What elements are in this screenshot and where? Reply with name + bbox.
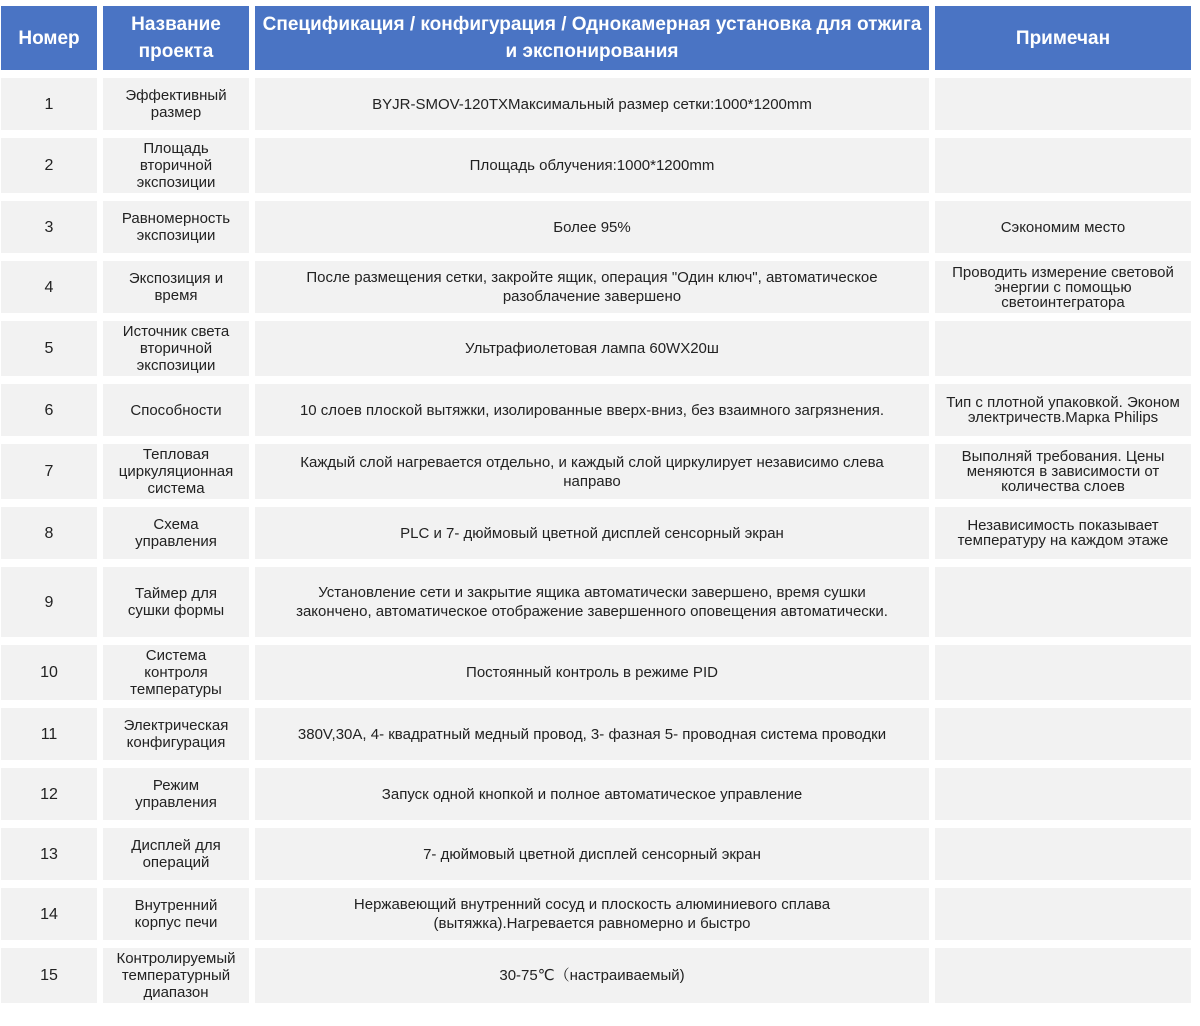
table-row — [1, 948, 1191, 1003]
row-spec: Установление сети и закрытие ящика автоматически завершено, время сушки закончено, автоматическое отображение завершенного оповещения автоматически. — [255, 567, 929, 637]
row-note — [935, 321, 1191, 376]
header-specification: Спецификация / конфигурация / Однокамерная установка для отжига и экспонирования — [255, 6, 929, 70]
row-note: Проводить измерение световой энергии с помощью светоинтегратора — [935, 261, 1191, 313]
table-row — [1, 201, 1191, 253]
row-spec: Площадь облучения:1000*1200mm — [255, 138, 929, 193]
row-number: 14 — [1, 888, 97, 940]
row-name: Внутренний корпус печи — [103, 888, 249, 940]
header-note: Примечан — [935, 6, 1191, 70]
row-spec: BYJR-SMOV-120TXМаксимальный размер сетки:1000*1200mm — [255, 78, 929, 130]
header-project-name: Название проекта — [103, 6, 249, 70]
row-name: Эффективный размер — [103, 78, 249, 130]
table-row — [1, 768, 1191, 820]
row-note: Независимость показывает температуру на каждом этаже — [935, 507, 1191, 559]
header-number: Номер — [1, 6, 97, 70]
table-row — [1, 138, 1191, 193]
row-number: 11 — [1, 708, 97, 760]
row-spec: Запуск одной кнопкой и полное автоматическое управление — [255, 768, 929, 820]
row-number: 2 — [1, 138, 97, 193]
row-spec: PLC и 7- дюймовый цветной дисплей сенсорный экран — [255, 507, 929, 559]
row-name: Равномерность экспозиции — [103, 201, 249, 253]
row-spec: Нержавеющий внутренний сосуд и плоскость алюминиевого сплава (вытяжка).Нагревается равномерно и быстро — [255, 888, 929, 940]
table-row — [1, 444, 1191, 499]
header-row — [1, 6, 1191, 70]
row-name: Тепловая циркуляционная система — [103, 444, 249, 499]
row-note: Сэкономим место — [935, 201, 1191, 253]
row-spec: 30-75℃（настраиваемый) — [255, 948, 929, 1003]
row-name: Электрическая конфигурация — [103, 708, 249, 760]
row-note — [935, 645, 1191, 700]
row-number: 1 — [1, 78, 97, 130]
row-spec: Более 95% — [255, 201, 929, 253]
row-note: Тип с плотной упаковкой. Эконом электричеств.Марка Philips — [935, 384, 1191, 436]
row-note — [935, 78, 1191, 130]
table-row — [1, 645, 1191, 700]
row-spec: Ультрафиолетовая лампа 60WX20ш — [255, 321, 929, 376]
row-number: 7 — [1, 444, 97, 499]
table-row — [1, 78, 1191, 130]
table-row — [1, 507, 1191, 559]
row-number: 6 — [1, 384, 97, 436]
row-note — [935, 138, 1191, 193]
row-spec: Постоянный контроль в режиме PID — [255, 645, 929, 700]
row-spec: 7- дюймовый цветной дисплей сенсорный экран — [255, 828, 929, 880]
table-row — [1, 888, 1191, 940]
table-row — [1, 828, 1191, 880]
row-name: Схема управления — [103, 507, 249, 559]
row-number: 8 — [1, 507, 97, 559]
row-name: Способности — [103, 384, 249, 436]
table-row — [1, 384, 1191, 436]
row-number: 15 — [1, 948, 97, 1003]
row-number: 13 — [1, 828, 97, 880]
row-note — [935, 567, 1191, 637]
row-name: Источник света вторичной экспозиции — [103, 321, 249, 376]
table-row — [1, 567, 1191, 637]
row-number: 4 — [1, 261, 97, 313]
row-name: Дисплей для операций — [103, 828, 249, 880]
table-row — [1, 708, 1191, 760]
row-spec: 10 слоев плоской вытяжки, изолированные вверх-вниз, без взаимного загрязнения. — [255, 384, 929, 436]
row-name: Контролируемый температурный диапазон — [103, 948, 249, 1003]
row-note — [935, 828, 1191, 880]
row-note — [935, 888, 1191, 940]
row-number: 9 — [1, 567, 97, 637]
row-name: Режим управления — [103, 768, 249, 820]
row-spec: 380V,30A, 4- квадратный медный провод, 3- фазная 5- проводная система проводки — [255, 708, 929, 760]
row-name: Система контроля температуры — [103, 645, 249, 700]
row-name: Экспозиция и время — [103, 261, 249, 313]
row-number: 5 — [1, 321, 97, 376]
row-note — [935, 948, 1191, 1003]
row-note — [935, 768, 1191, 820]
row-name: Таймер для сушки формы — [103, 567, 249, 637]
row-number: 3 — [1, 201, 97, 253]
row-note: Выполняй требования. Цены меняются в зависимости от количества слоев — [935, 444, 1191, 499]
table-row — [1, 261, 1191, 313]
row-spec: После размещения сетки, закройте ящик, операция "Один ключ", автоматическое разоблачение завершено — [255, 261, 929, 313]
row-name: Площадь вторичной экспозиции — [103, 138, 249, 193]
table-row — [1, 321, 1191, 376]
row-number: 10 — [1, 645, 97, 700]
row-spec: Каждый слой нагревается отдельно, и каждый слой циркулирует независимо слева направо — [255, 444, 929, 499]
row-note — [935, 708, 1191, 760]
row-number: 12 — [1, 768, 97, 820]
